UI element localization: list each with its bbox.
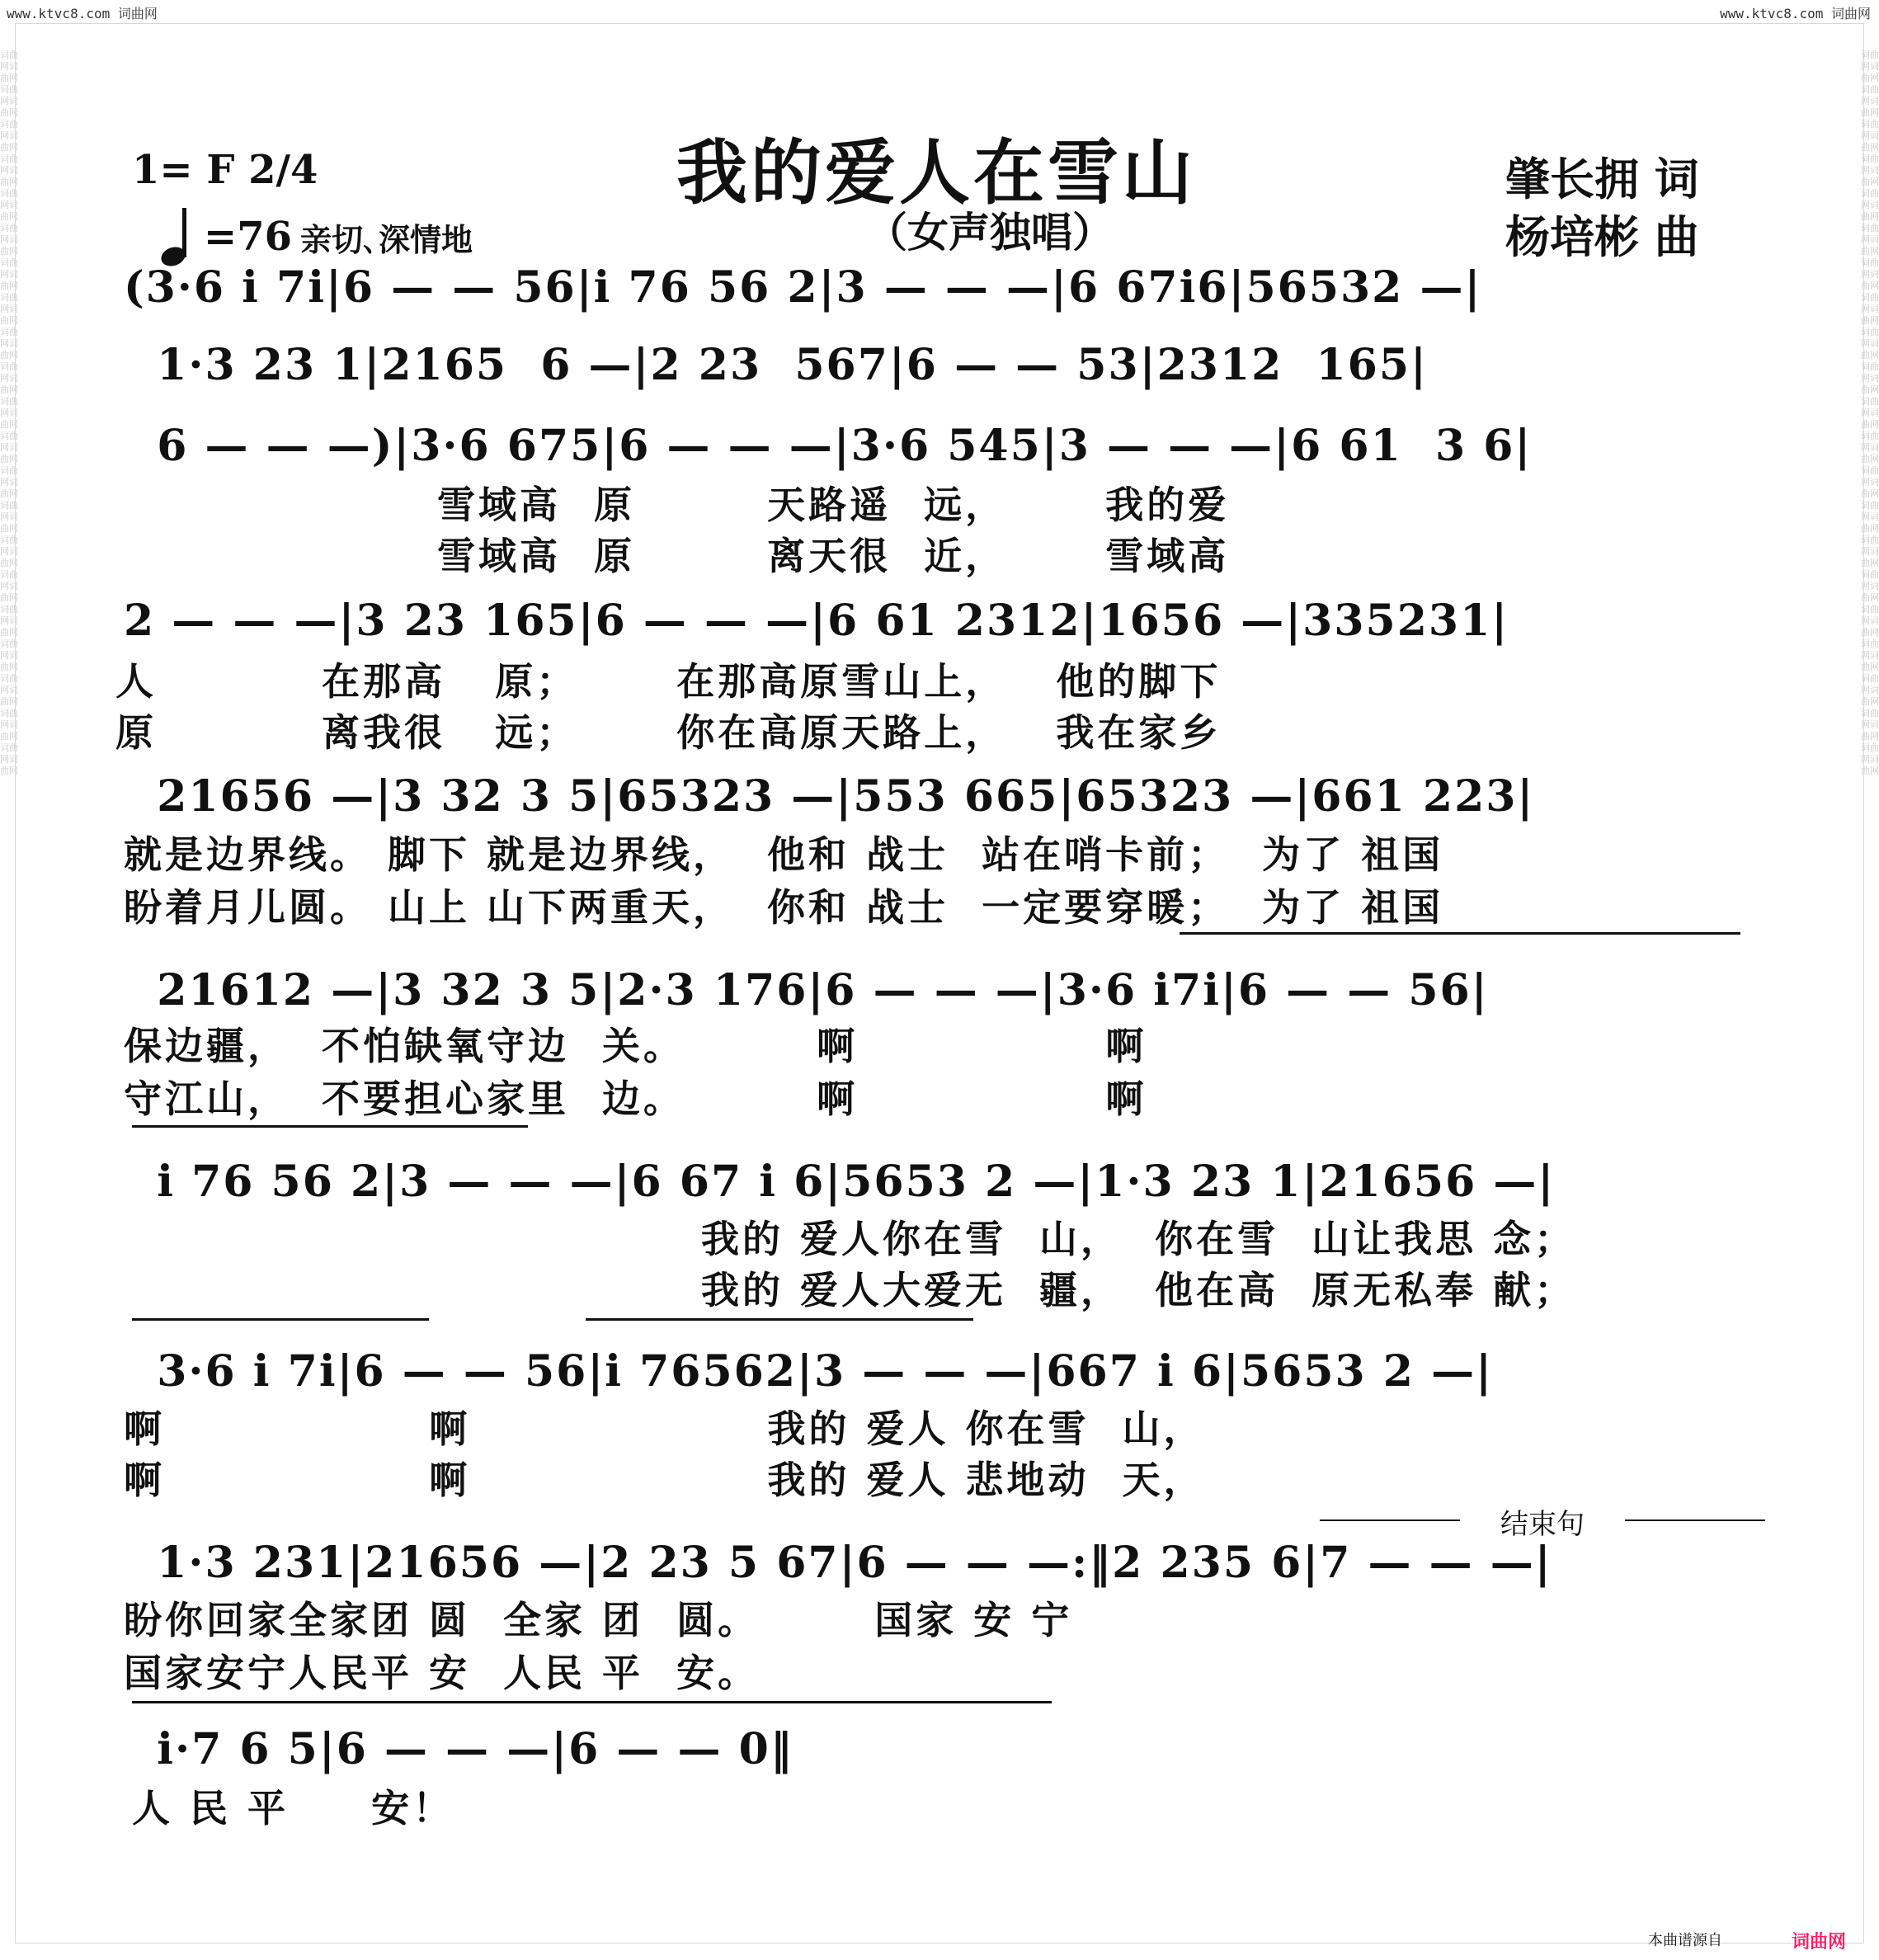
site-badge[interactable]: 词曲网 <box>1791 1932 1846 1953</box>
notation-line: 6 — — —)|3·6 675|6 — — —|3·6 545|3 — — —|6 61 3 6| <box>124 421 1533 471</box>
lyric-line: 我的 爱人你在雪 山， 你在雪 山让我思 念； <box>701 1217 1576 1261</box>
notation-line: 21612 —|3 32 3 5|2·3 176|6 — — —|3·6 i7i|6 — — 56| <box>124 965 1489 1015</box>
lyric-line: 国家安宁人民平 安 人民 平 安。 <box>124 1651 760 1695</box>
lyric-line: 守江山， 不要担心家里 边。 啊 啊 <box>124 1077 1147 1121</box>
lyricist-credit: 肇长拥 词 <box>1505 153 1699 205</box>
lyric-line: 保边疆， 不怕缺氧守边 关。 啊 啊 <box>124 1024 1147 1068</box>
phrase-bracket <box>132 1125 528 1128</box>
phrase-bracket <box>586 1318 973 1321</box>
notation-line: 21656 —|3 32 3 5|65323 —|553 665|65323 —|661 223| <box>124 771 1535 822</box>
notation-line: i·7 6 5|6 — — —|6 — — 0‖ <box>124 1724 794 1774</box>
lyric-line: 盼你回家全家团 圆 全家 团 圆。 国家 安 宁 <box>124 1598 1073 1642</box>
key-signature: 1= F 2/4 <box>132 147 318 193</box>
quarter-note-icon <box>161 208 199 266</box>
lyric-line: 雪域高 原 天路遥 远， 我的爱 <box>437 483 1230 527</box>
lyric-line: 人 在那高 原； 在那高原雪山上， 他的脚下 <box>115 659 1222 704</box>
expression-marking: 亲切､深情地 <box>300 220 473 258</box>
notation-line: (3·6 i 7i|6 — — 56|i 76 56 2|3 — — —|6 67i6|56532 —| <box>124 262 1482 313</box>
composer-credit: 杨培彬 曲 <box>1505 210 1699 263</box>
song-title: 我的爱人在雪山 <box>676 131 1196 214</box>
lyric-line: 原 离我很 远； 你在高原天路上， 我在家乡 <box>115 710 1222 755</box>
tempo-value: =76 <box>204 214 293 260</box>
lyric-line: 啊 啊 我的 爱人 悲地动 天， <box>124 1458 1205 1502</box>
song-subtitle: （女声独唱） <box>866 208 1114 257</box>
watermark-top-left: www.ktvc8.com 词曲网 <box>7 6 158 21</box>
notation-line: i 76 56 2|3 — — —|6 67 i 6|5653 2 —|1·3 23 1|21656 —| <box>124 1157 1556 1207</box>
watermark-top-right: www.ktvc8.com 词曲网 <box>1720 6 1871 21</box>
lyric-line: 人 民 平 安！ <box>132 1786 454 1830</box>
phrase-bracket <box>1180 932 1740 935</box>
phrase-bracket <box>132 1318 429 1321</box>
side-watermark-left: 词曲网词曲网词曲网词曲网词曲网词曲网词曲网词曲网词曲网词曲网词曲网词曲网词曲网词曲网词曲网词曲网词曲网词曲网词曲网词曲网词曲网词曲网词曲网词曲网词曲网词曲网词曲网词曲网词曲网词曲网词曲网词曲网词曲网词曲网词曲网词曲网词曲网词曲网词曲网词曲网词曲网词曲网 <box>0 49 18 776</box>
notation-line: 2 — — —|3 23 165|6 — — —|6 61 2312|1656 —|335231| <box>124 596 1509 646</box>
ending-label: 结束句 <box>1320 1501 1765 1542</box>
lyric-line: 就是边界线。 脚下 就是边界线， 他和 战士 站在哨卡前； 为了 祖国 <box>124 832 1444 877</box>
notation-line: 1·3 231|21656 —|2 23 5 67|6 — — —:‖2 235 6|7 — — —| <box>124 1538 1552 1588</box>
lyric-line: 啊 啊 我的 爱人 你在雪 山， <box>124 1406 1205 1451</box>
notation-line: 1·3 23 1|2165 6 —|2 23 567|6 — — 53|2312 165| <box>124 340 1428 390</box>
notation-line: 3·6 i 7i|6 — — 56|i 76562|3 — — —|667 i 6|5653 2 —| <box>124 1346 1493 1397</box>
lyric-line: 盼着月儿圆。 山上 山下两重天， 你和 战士 一定要穿暖； 为了 祖国 <box>124 885 1444 930</box>
lyric-line: 我的 爱人大爱无 疆， 他在高 原无私奉 献； <box>701 1268 1576 1312</box>
source-label: 本曲谱源自 <box>1648 1932 1722 1949</box>
lyric-line: 雪域高 原 离天很 近， 雪域高 <box>437 534 1230 578</box>
side-watermark-right: 词曲网词曲网词曲网词曲网词曲网词曲网词曲网词曲网词曲网词曲网词曲网词曲网词曲网词曲网词曲网词曲网词曲网词曲网词曲网词曲网词曲网词曲网词曲网词曲网词曲网词曲网词曲网词曲网词曲网词曲网词曲网词曲网词曲网词曲网词曲网词曲网词曲网词曲网词曲网词曲网词曲网词曲网 <box>1861 49 1879 776</box>
tempo-marking <box>161 208 473 266</box>
phrase-bracket <box>132 1701 1052 1703</box>
